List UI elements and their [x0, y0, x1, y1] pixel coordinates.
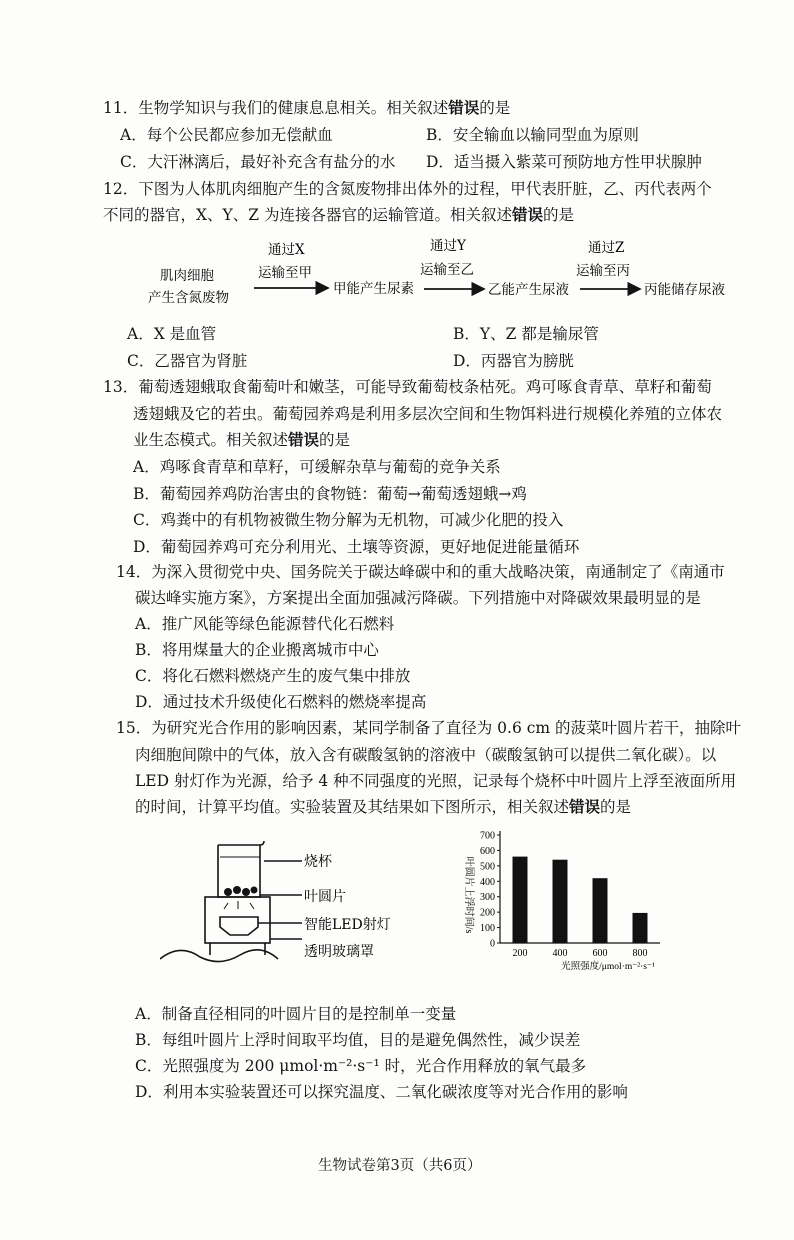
flow-arrow2-bottom: 运输至乙 [420, 262, 474, 278]
chart-x-tick-label: 800 [632, 948, 648, 959]
q12-stem-line1: 12．下图为人体肌肉细胞产生的含氮废物排出体外的过程，甲代表肝脏，乙、丙代表两个 [103, 180, 712, 198]
q13-option-d: D．葡萄园养鸡可充分利用光、土壤等资源，更好地促进能量循环 [133, 538, 580, 556]
flow-node2: 乙能产生尿液 [488, 282, 569, 298]
q13-stem-line2: 透翅蛾及它的若虫。葡萄园养鸡是利用多层次空间和生物饵料进行规模化养殖的立体农 [133, 405, 723, 423]
flow-node1: 甲能产生尿素 [333, 281, 414, 297]
q13-stem-line3: 业生态模式。相关叙述错误的是 [133, 430, 351, 449]
q13-option-b: B．葡萄园养鸡防治害虫的食物链：葡萄→葡萄透翅蛾→鸡 [133, 485, 527, 503]
flow-start-line1: 肌肉细胞 [160, 268, 214, 284]
q15-option-c: C．光照强度为 200 μmol·m⁻²·s⁻¹ 时，光合作用释放的氧气最多 [135, 1057, 587, 1075]
chart-y-tick-label: 400 [480, 876, 495, 888]
q15-option-d: D．利用本实验装置还可以探究温度、二氧化碳浓度等对光合作用的影响 [135, 1083, 628, 1101]
leaf-discs-icon [224, 886, 258, 896]
q13-stem-line1: 13．葡萄透翅蛾取食葡萄叶和嫩茎，可能导致葡萄枝条枯死。鸡可啄食青草、草籽和葡萄 [103, 378, 712, 396]
q15-option-a: A．制备直径相同的叶圆片目的是控制单一变量 [135, 1005, 457, 1023]
chart-y-tick-label: 0 [490, 938, 495, 950]
q11-option-c: C．大汗淋漓后，最好补充含有盐分的水 [120, 153, 396, 171]
label-beaker: 烧杯 [304, 854, 332, 870]
q14-stem-line2: 碳达峰实施方案》，方案提出全面加强减污降碳。下列措施中对降碳效果最明显的是 [135, 589, 701, 607]
chart-bar [513, 857, 528, 943]
q14-option-c: C．将化石燃料燃烧产生的废气集中排放 [135, 667, 411, 685]
chart-y-axis-label: 叶圆片上浮时间/s [463, 856, 474, 934]
chart-x-tick-label: 200 [512, 948, 528, 959]
page-footer: 生物试卷第3页（共6页） [318, 1158, 482, 1174]
flow-start-line2: 产生含氮废物 [148, 290, 229, 306]
chart-y-tick-label: 600 [480, 845, 495, 857]
q15-stem-line1: 15．为研究光合作用的影响因素，某同学制备了直径为 0.6 cm 的菠菜叶圆片若干，抽除叶 [116, 719, 742, 737]
q11-option-a: A．每个公民都应参加无偿献血 [120, 126, 333, 144]
chart-y-tick-label: 700 [480, 830, 495, 842]
q13-option-a: A．鸡啄食青草和草籽，可缓解杂草与葡萄的竞争关系 [133, 458, 501, 476]
q15-option-b: B．每组叶圆片上浮时间取平均值，目的是避免偶然性，减少误差 [135, 1031, 581, 1049]
label-led: 智能LED射灯 [304, 917, 391, 933]
q11-stem: 11．生物学知识与我们的健康息息相关。相关叙述错误的是 [103, 98, 511, 117]
q11-option-b: B．安全输血以输同型血为原则 [426, 126, 639, 144]
flow-arrow2-top: 通过Y [430, 238, 466, 254]
q12-option-b: B．Y、Z 都是输尿管 [453, 325, 599, 343]
q12-stem-line2: 不同的器官，X、Y、Z 为连接各器官的运输管道。相关叙述错误的是 [103, 205, 574, 224]
chart-y-tick-label: 500 [480, 861, 495, 873]
nitrogen-waste-flow-diagram [140, 232, 740, 312]
chart-x-tick-label: 600 [592, 948, 608, 959]
experiment-apparatus-diagram [160, 835, 420, 970]
flow-node3: 丙能储存尿液 [644, 282, 725, 298]
chart-bar [593, 878, 608, 943]
label-glass-cover: 透明玻璃罩 [304, 944, 374, 960]
chart-y-tick-label: 300 [480, 892, 495, 904]
flow-arrow3-bottom: 运输至丙 [576, 263, 630, 279]
flow-arrow1-top: 通过X [268, 242, 305, 258]
q12-option-d: D．丙器官为膀胱 [453, 352, 574, 370]
chart-y-tick-label: 100 [480, 923, 495, 935]
flow-arrow1-bottom: 运输至甲 [258, 265, 312, 281]
label-leaf-disc: 叶圆片 [304, 889, 346, 905]
led-lamp-icon [220, 917, 258, 935]
bar-chart-float-time [450, 825, 680, 975]
flow-arrow3-top: 通过Z [588, 240, 625, 256]
q14-stem-line1: 14．为深入贯彻党中央、国务院关于碳达峰碳中和的重大战略决策，南通制定了《南通市 [116, 563, 725, 581]
q14-option-d: D．通过技术升级使化石燃料的燃烧率提高 [135, 693, 427, 711]
q15-stem-line2: 肉细胞间隙中的气体，放入含有碳酸氢钠的溶液中（碳酸氢钠可以提供二氧化碳）。以 [135, 746, 717, 764]
q14-option-b: B．将用煤量大的企业搬离城市中心 [135, 641, 379, 659]
q13-option-c: C．鸡粪中的有机物被微生物分解为无机物，可减少化肥的投入 [133, 511, 564, 529]
chart-x-axis-label: 光照强度/μmol·m⁻²·s⁻¹ [561, 962, 655, 972]
q11-option-d: D．适当摄入紫菜可预防地方性甲状腺肿 [426, 153, 702, 171]
chart-bar [553, 860, 568, 943]
chart-y-tick-label: 200 [480, 907, 495, 919]
q15-stem-line3: LED 射灯作为光源，给予 4 种不同强度的光照，记录每个烧杯中叶圆片上浮至液面所用 [135, 772, 737, 790]
q12-option-a: A．X 是血管 [127, 325, 217, 343]
chart-x-tick-label: 400 [552, 948, 568, 959]
q15-stem-line4: 的时间，计算平均值。实验装置及其结果如下图所示，相关叙述错误的是 [135, 797, 632, 816]
chart-bar [633, 913, 648, 943]
q12-option-c: C．乙器官为肾脏 [127, 352, 248, 370]
q14-option-a: A．推广风能等绿色能源替代化石燃料 [135, 615, 395, 633]
